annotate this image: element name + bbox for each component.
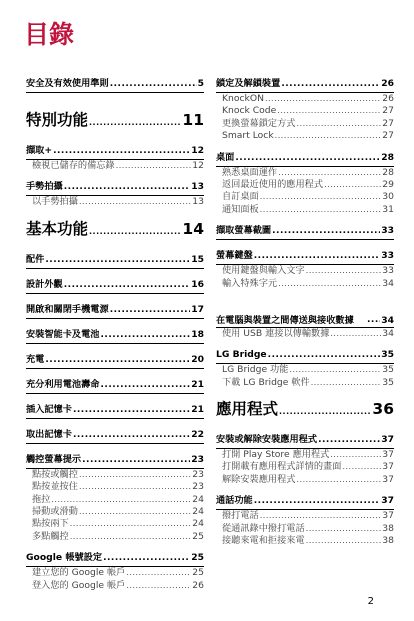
toc-subsection[interactable] <box>216 179 394 191</box>
toc-label: 使用 USB 連接以傳輸數據 <box>222 327 330 339</box>
toc-label: 以手勢拍攝 <box>32 196 78 208</box>
toc-page: 25 <box>192 530 204 542</box>
toc-page: 27 <box>382 130 394 142</box>
toc-page: 28 <box>382 166 394 178</box>
toc-label: 安裝或解除安裝應用程式 <box>216 434 318 446</box>
toc-subsection[interactable] <box>26 567 204 579</box>
toc-section[interactable] <box>216 432 394 449</box>
toc-page: 35 <box>382 376 394 388</box>
toc-page: 38 <box>382 522 394 534</box>
toc-subsection[interactable] <box>216 204 394 216</box>
toc-subsection[interactable] <box>216 105 394 117</box>
toc-label: 應用程式 <box>216 400 279 419</box>
toc-page: 37 <box>381 434 394 446</box>
toc-page: 23 <box>192 481 204 493</box>
toc-page: 35 <box>382 364 394 376</box>
toc-page: 14 <box>182 219 204 238</box>
toc-page: 23 <box>192 468 204 480</box>
toc-page: 17 <box>191 303 204 315</box>
toc-section[interactable] <box>26 427 204 444</box>
toc-section[interactable] <box>216 150 394 167</box>
toc-page: 33 <box>381 225 394 237</box>
toc-subsection[interactable] <box>216 278 394 290</box>
toc-label: 打開 Play Store 應用程式 <box>222 449 330 461</box>
toc-page: 28 <box>381 151 394 163</box>
toc-page: 33 <box>382 265 394 277</box>
toc-label: 充分利用電池壽命 <box>26 378 100 390</box>
toc-label: 取出記憶卡 <box>26 428 72 440</box>
toc-subsection[interactable] <box>216 510 394 522</box>
toc-left-column <box>26 76 204 599</box>
toc-section[interactable] <box>26 179 204 196</box>
toc-label: 解除安裝應用程式 <box>222 473 296 485</box>
toc-subsection[interactable] <box>216 461 394 473</box>
toc-section[interactable] <box>26 550 204 567</box>
toc-subsection[interactable] <box>26 481 204 493</box>
toc-label: 特別功能 <box>26 111 89 129</box>
toc-label: 掃動或滑動 <box>32 505 78 517</box>
toc-page: 23 <box>191 453 204 465</box>
toc-label: 安全及有效使用準則 <box>26 78 109 89</box>
toc-chapter[interactable] <box>26 107 204 133</box>
toc-label: 建立您的 Google 帳戶 <box>32 567 126 579</box>
toc-page: 26 <box>381 78 394 89</box>
toc-section[interactable] <box>26 377 204 394</box>
toc-label: 撥打電話 <box>222 510 259 522</box>
toc-label: 返回最近使用的應用程式 <box>222 178 324 190</box>
toc-subsection[interactable] <box>26 196 204 208</box>
toc-page: 16 <box>191 278 204 290</box>
toc-label: 點按兩下 <box>32 518 69 530</box>
toc-page: 27 <box>382 117 394 129</box>
toc-subsection[interactable] <box>216 167 394 179</box>
toc-page: 37 <box>381 495 394 507</box>
toc-right-column <box>216 76 394 554</box>
toc-page: 37 <box>382 461 394 473</box>
toc-label: 接聽來電和拒接來電 <box>222 535 305 547</box>
toc-label: 打開載有應用程式詳情的畫面 <box>222 461 342 473</box>
toc-label: Smart Lock <box>222 130 274 142</box>
toc-page: 24 <box>192 505 204 517</box>
toc-subsection[interactable] <box>26 469 204 481</box>
toc-page: 27 <box>382 105 394 117</box>
toc-subsection[interactable] <box>216 377 394 389</box>
toc-chapter[interactable] <box>26 216 204 242</box>
toc-section[interactable] <box>26 143 204 160</box>
toc-label: 從通訊錄中撥打電話 <box>222 522 305 534</box>
toc-label: 基本功能 <box>26 219 89 238</box>
toc-label: 充電 <box>26 353 45 365</box>
toc-page: 29 <box>382 178 394 190</box>
toc-page: 12 <box>192 160 204 171</box>
toc-page: 34 <box>381 314 394 326</box>
toc-label: 擷取+ <box>26 145 53 156</box>
toc-page: 38 <box>382 535 394 547</box>
toc-page: 13 <box>191 181 204 193</box>
toc-page: 12 <box>191 145 204 156</box>
toc-page: 13 <box>192 196 204 208</box>
toc-page: 37 <box>382 510 394 522</box>
toc-page: 36 <box>372 400 394 419</box>
toc-label: 擷取螢幕截圖 <box>216 225 272 237</box>
toc-label: Knock Code <box>222 105 277 117</box>
toc-label: Google 帳號設定 <box>26 552 103 564</box>
toc-label: LG Bridge <box>216 349 267 361</box>
toc-section[interactable] <box>216 248 394 265</box>
toc-label: 開啟和關閉手機電源 <box>26 303 109 315</box>
toc-section[interactable] <box>216 493 394 510</box>
toc-chapter[interactable] <box>216 396 394 422</box>
toc-subsection[interactable] <box>216 191 394 203</box>
toc-section[interactable] <box>26 252 204 269</box>
toc-label: 手勢拍攝 <box>26 181 63 193</box>
toc-subsection[interactable] <box>216 118 394 130</box>
page-title: 目錄 <box>24 20 75 49</box>
toc-page: 34 <box>382 277 394 289</box>
toc-label: 熟悉桌面運作 <box>222 166 278 178</box>
toc-label: 通話功能 <box>216 495 253 507</box>
toc-subsection[interactable] <box>26 531 204 543</box>
toc-subsection[interactable] <box>216 130 394 142</box>
toc-page: 20 <box>191 353 204 365</box>
toc-page: 25 <box>191 552 204 564</box>
toc-subsection[interactable] <box>216 328 394 340</box>
toc-subsection[interactable] <box>26 506 204 518</box>
toc-label: 桌面 <box>216 151 235 163</box>
toc-subsection[interactable] <box>26 518 204 530</box>
toc-subsection[interactable] <box>26 160 204 172</box>
toc-section[interactable] <box>216 347 394 364</box>
toc-page: 21 <box>191 378 204 390</box>
toc-page: 33 <box>381 250 394 262</box>
toc-subsection[interactable] <box>216 93 394 105</box>
toc-page: 15 <box>191 253 204 265</box>
toc-label: 設計外觀 <box>26 278 63 290</box>
toc-label: KnockON <box>222 93 264 104</box>
toc-label: LG Bridge 功能 <box>222 364 289 376</box>
toc-section[interactable] <box>26 302 204 319</box>
toc-label: 在電腦與裝置之間傳送與接收數據 <box>216 314 354 326</box>
toc-label: 點按並按住 <box>32 481 78 493</box>
toc-label: 登入您的 Google 帳戶 <box>32 579 126 591</box>
toc-label: 通知面板 <box>222 203 259 215</box>
toc-label: 螢幕鍵盤 <box>216 250 253 262</box>
toc-subsection[interactable] <box>216 449 394 461</box>
page-number: 2 <box>367 596 374 607</box>
toc-page: 37 <box>382 449 394 461</box>
toc-label: 拖拉 <box>32 493 51 505</box>
toc-page: 37 <box>382 473 394 485</box>
toc-section[interactable] <box>26 402 204 419</box>
toc-page: 24 <box>192 493 204 505</box>
toc-subsection[interactable] <box>216 535 394 547</box>
toc-page: 26 <box>192 579 204 591</box>
toc-section[interactable] <box>216 76 394 93</box>
toc-page: 5 <box>197 78 204 89</box>
toc-section[interactable] <box>26 76 204 93</box>
toc-label: 多點觸控 <box>32 530 69 542</box>
toc-label: 鎖定及解鎖裝置 <box>216 78 281 89</box>
toc-subsection[interactable] <box>216 364 394 376</box>
toc-page: 22 <box>191 428 204 440</box>
toc-section[interactable] <box>26 277 204 294</box>
toc-section[interactable] <box>216 223 394 240</box>
toc-page: 11 <box>182 111 204 129</box>
toc-page: 26 <box>382 93 394 104</box>
toc-subsection[interactable] <box>216 265 394 277</box>
toc-label: 輸入特殊字元 <box>222 277 278 289</box>
toc-label: 自訂桌面 <box>222 191 259 203</box>
toc-label: 配件 <box>26 253 45 265</box>
toc-page: 34 <box>382 327 394 339</box>
toc-page: 21 <box>191 403 204 415</box>
toc-section[interactable] <box>26 352 204 369</box>
toc-label: 插入記憶卡 <box>26 403 72 415</box>
toc-subsection[interactable] <box>26 580 204 592</box>
toc-page: 24 <box>192 518 204 530</box>
toc-label: 檢視已儲存的備忘錄 <box>32 160 115 171</box>
toc-page: 30 <box>382 191 394 203</box>
toc-section[interactable] <box>216 297 394 328</box>
toc-label: 下載 LG Bridge 軟件 <box>222 376 310 388</box>
toc-label: 觸控螢幕提示 <box>26 453 82 465</box>
toc-page: 35 <box>381 349 394 361</box>
toc-label: 更換螢幕鎖定方式 <box>222 117 296 129</box>
toc-page: 25 <box>192 567 204 579</box>
toc-page: 31 <box>382 203 394 215</box>
toc-subsection[interactable] <box>26 494 204 506</box>
toc-label: 點按或觸控 <box>32 468 78 480</box>
toc-subsection[interactable] <box>216 474 394 486</box>
toc-label: 安裝智能卡及電池 <box>26 328 100 340</box>
toc-section[interactable] <box>26 452 204 469</box>
toc-page: 18 <box>191 328 204 340</box>
toc-label: 使用鍵盤與輸入文字 <box>222 265 305 277</box>
toc-section[interactable] <box>26 327 204 344</box>
toc-subsection[interactable] <box>216 523 394 535</box>
